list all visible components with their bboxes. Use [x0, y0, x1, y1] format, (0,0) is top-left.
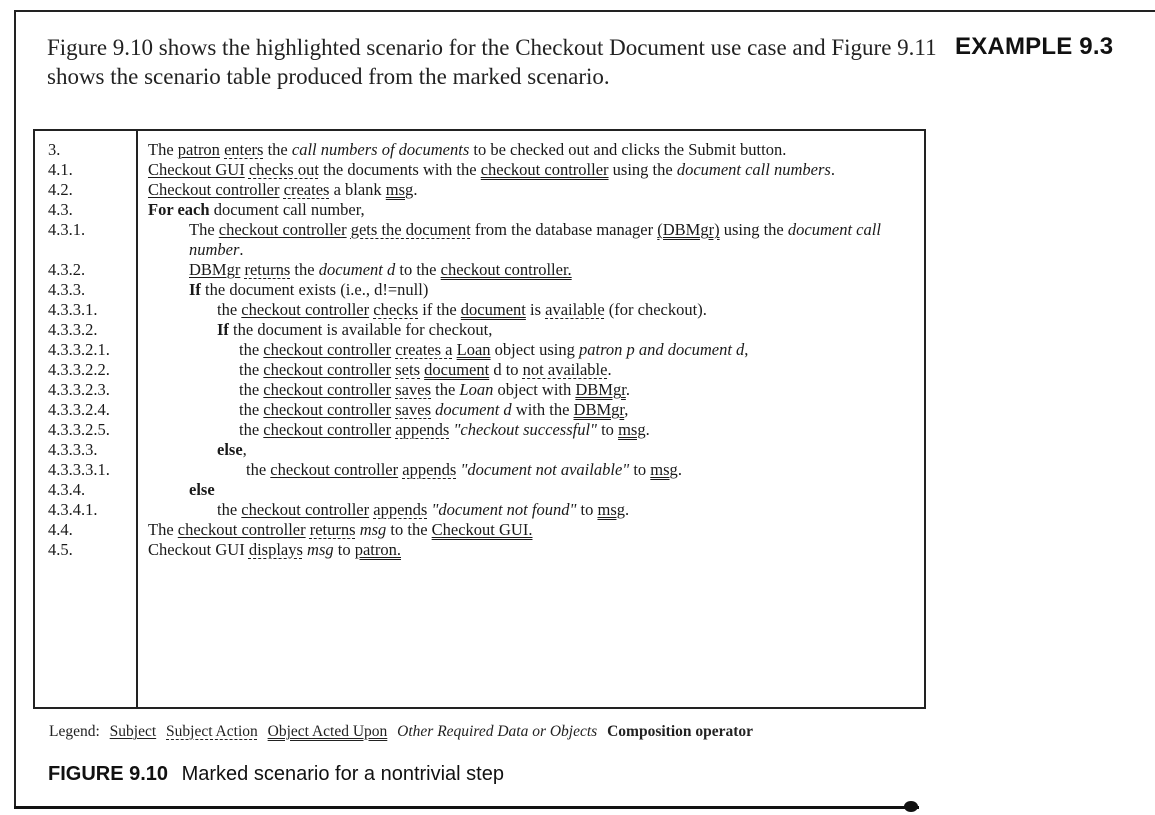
- step-segment: the: [290, 260, 319, 279]
- step-segment: to: [333, 540, 355, 559]
- step-segment: appends: [395, 420, 450, 439]
- step-segment: is: [525, 300, 546, 319]
- step-segment: from the database manager: [470, 220, 658, 239]
- step-segment: using the: [719, 220, 788, 239]
- step-segment: using the: [608, 160, 677, 179]
- step-number: 4.2.: [48, 180, 73, 199]
- step-segment: DBMgr: [573, 400, 625, 419]
- step-segment: .: [625, 380, 630, 399]
- step-segment: to be checked out and clicks the Submit button.: [469, 140, 787, 159]
- scenario-row: [35, 520, 924, 540]
- step-segment: The: [148, 140, 178, 159]
- step-segment: object using: [490, 340, 579, 359]
- step-segment: For each: [148, 200, 210, 219]
- step-segment: Checkout GUI: [148, 160, 245, 179]
- step-segment: creates: [283, 180, 330, 199]
- scenario-row: [35, 220, 924, 260]
- step-text: [148, 300, 924, 320]
- scenario-row: [35, 160, 924, 180]
- step-text: [148, 320, 924, 340]
- step-text: [148, 520, 924, 540]
- step-text: [148, 140, 924, 160]
- step-segment: "document not available": [460, 460, 630, 479]
- step-segment: msg: [618, 420, 646, 439]
- step-segment: document d: [318, 260, 396, 279]
- step-segment: to: [629, 460, 651, 479]
- step-segment: msg: [385, 180, 414, 199]
- step-number: 4.4.: [48, 520, 73, 539]
- step-segment: appends: [402, 460, 457, 479]
- step-segment: the documents with the: [318, 160, 481, 179]
- step-text: [148, 280, 924, 300]
- step-segment: .: [677, 460, 682, 479]
- scenario-row: [35, 300, 924, 320]
- step-segment: Loan: [456, 340, 491, 359]
- step-segment: if the: [418, 300, 461, 319]
- step-segment: .: [645, 420, 650, 439]
- step-segment: checks: [373, 300, 419, 319]
- step-segment: saves: [395, 400, 431, 419]
- legend: [49, 723, 759, 741]
- scenario-row: [35, 480, 924, 500]
- step-segment: .: [607, 360, 612, 379]
- step-number: 4.3.3.: [48, 280, 86, 299]
- step-segment: the document exists (i.e., d!=null): [200, 280, 429, 299]
- step-segment: The: [189, 220, 219, 239]
- step-number: 4.3.3.2.2.: [48, 360, 110, 379]
- legend-object-acted-upon: Object Acted Upon: [267, 723, 388, 740]
- scenario-row: [35, 500, 924, 520]
- step-segment: d to: [489, 360, 523, 379]
- figure-caption-text: Marked scenario for a nontrivial step: [181, 763, 504, 785]
- step-text: [148, 460, 924, 480]
- scenario-row: [35, 540, 924, 560]
- step-number: 4.3.3.3.1.: [48, 460, 110, 479]
- step-segment: document call number,: [209, 200, 365, 219]
- scenario-row: [35, 340, 924, 360]
- step-text: [148, 260, 924, 280]
- figure-label: FIGURE 9.10: [48, 763, 169, 785]
- step-segment: the: [239, 420, 264, 439]
- step-segment: document: [424, 360, 490, 379]
- step-segment: sets: [395, 360, 420, 379]
- figure-caption: [48, 763, 504, 786]
- step-segment: checkout controller: [241, 500, 370, 519]
- scenario-row: [35, 460, 924, 480]
- intro-paragraph: Figure 9.10 shows the highlighted scenario for the Checkout Document use case and Figure 9.11 shows the scenario table produced from the marked scenario.: [47, 35, 937, 89]
- step-segment: ,: [744, 340, 749, 359]
- step-number: 4.3.2.: [48, 260, 86, 279]
- step-number: 4.3.3.2.4.: [48, 400, 110, 419]
- step-number: 4.3.4.: [48, 480, 86, 499]
- step-segment: available: [545, 300, 605, 319]
- step-segment: else: [217, 440, 243, 459]
- step-segment: .: [413, 180, 418, 199]
- step-segment: gets the document: [350, 220, 471, 239]
- step-segment: to: [596, 420, 619, 439]
- step-segment: Checkout GUI.: [431, 520, 533, 539]
- step-segment: patron: [177, 140, 220, 159]
- step-segment: If: [217, 320, 229, 339]
- step-segment: the: [239, 340, 264, 359]
- step-segment: the: [263, 140, 292, 159]
- step-text: [148, 400, 924, 420]
- legend-subject-action: Subject Action: [166, 723, 258, 740]
- step-text: [148, 540, 924, 560]
- step-segment: .: [830, 160, 835, 179]
- scenario-row: [35, 260, 924, 280]
- step-segment: with the: [511, 400, 574, 419]
- step-segment: The: [148, 520, 178, 539]
- step-segment: checkout controller: [177, 520, 306, 539]
- page-bottom-mark: [904, 801, 918, 812]
- step-segment: msg: [359, 520, 387, 539]
- step-segment: the document is available for checkout,: [228, 320, 493, 339]
- step-text: [148, 380, 924, 400]
- step-number: 4.1.: [48, 160, 73, 179]
- legend-prefix: Legend:: [49, 723, 100, 740]
- scenario-row: [35, 400, 924, 420]
- step-segment: (DBMgr): [657, 220, 720, 239]
- step-text: [148, 480, 924, 500]
- step-segment: checkout controller: [263, 360, 392, 379]
- scenario-row: [35, 440, 924, 460]
- step-segment: to: [576, 500, 598, 519]
- legend-required-data: Other Required Data or Objects: [397, 723, 598, 740]
- step-segment: checkout controller: [241, 300, 370, 319]
- step-segment: the: [239, 360, 264, 379]
- step-segment: ,: [242, 440, 247, 459]
- step-text: [148, 500, 924, 520]
- step-number: 4.3.4.1.: [48, 500, 98, 519]
- step-number: 4.3.1.: [48, 220, 86, 239]
- step-segment: creates a: [395, 340, 453, 359]
- step-text: [148, 360, 924, 380]
- step-segment: document d: [435, 400, 512, 419]
- scenario-table: [33, 129, 926, 709]
- scenario-row: [35, 280, 924, 300]
- step-text: [148, 220, 924, 260]
- scenario-row: [35, 320, 924, 340]
- step-text: [148, 440, 924, 460]
- step-segment: checkout controller: [263, 420, 392, 439]
- step-text: [148, 160, 924, 180]
- step-segment: the: [217, 500, 242, 519]
- step-segment: msg: [650, 460, 678, 479]
- step-segment: checkout controller.: [440, 260, 572, 279]
- step-number: 4.5.: [48, 540, 73, 559]
- step-segment: "document not found": [431, 500, 577, 519]
- step-number: 4.3.3.2.: [48, 320, 98, 339]
- step-segment: the: [239, 400, 264, 419]
- step-segment: DBMgr: [189, 260, 241, 279]
- step-segment: the: [246, 460, 271, 479]
- step-segment: If: [189, 280, 201, 299]
- step-segment: "checkout successful": [453, 420, 597, 439]
- step-text: [148, 340, 924, 360]
- step-segment: else: [189, 480, 215, 499]
- step-segment: Checkout GUI: [148, 540, 249, 559]
- step-segment: checkout controller: [480, 160, 609, 179]
- step-segment: ,: [624, 400, 629, 419]
- legend-composition-operator: Composition operator: [607, 723, 754, 740]
- scenario-row: [35, 200, 924, 220]
- step-segment: object with: [493, 380, 576, 399]
- step-segment: (for checkout).: [604, 300, 707, 319]
- scenario-row: [35, 420, 924, 440]
- step-segment: saves: [395, 380, 431, 399]
- step-segment: document: [460, 300, 526, 319]
- step-segment: the: [217, 300, 242, 319]
- step-segment: a blank: [329, 180, 386, 199]
- step-segment: checks out: [248, 160, 319, 179]
- step-segment: returns: [244, 260, 291, 279]
- scenario-rows: [35, 140, 924, 560]
- step-segment: enters: [224, 140, 264, 159]
- step-segment: DBMgr: [575, 380, 626, 399]
- scenario-row: [35, 180, 924, 200]
- step-segment: patron.: [354, 540, 402, 559]
- step-number: 4.3.3.1.: [48, 300, 98, 319]
- step-segment: msg: [307, 540, 334, 559]
- page-bottom-rule: [14, 806, 919, 809]
- step-segment: to the: [386, 520, 432, 539]
- step-number: 4.3.: [48, 200, 73, 219]
- step-text: [148, 420, 924, 440]
- step-segment: patron p and document d: [578, 340, 745, 359]
- step-segment: checkout controller: [263, 380, 392, 399]
- step-segment: .: [239, 240, 244, 259]
- step-segment: call numbers of documents: [291, 140, 470, 159]
- step-number: 3.: [48, 140, 61, 159]
- step-segment: checkout controller: [263, 340, 392, 359]
- scenario-row: [35, 360, 924, 380]
- step-text: [148, 200, 924, 220]
- step-segment: .: [625, 500, 630, 519]
- step-segment: checkout controller: [270, 460, 399, 479]
- step-segment: document call numbers: [676, 160, 831, 179]
- step-number: 4.3.3.3.: [48, 440, 98, 459]
- scenario-row: [35, 140, 924, 160]
- step-segment: Checkout controller: [148, 180, 280, 199]
- step-number: 4.3.3.2.5.: [48, 420, 110, 439]
- step-segment: msg: [597, 500, 625, 519]
- step-segment: not available: [522, 360, 608, 379]
- step-segment: returns: [309, 520, 356, 539]
- step-segment: the: [431, 380, 460, 399]
- scenario-row: [35, 380, 924, 400]
- step-segment: checkout controller: [218, 220, 347, 239]
- step-number: 4.3.3.2.1.: [48, 340, 110, 359]
- step-segment: Loan: [459, 380, 494, 399]
- step-segment: displays: [248, 540, 303, 559]
- step-segment: checkout controller: [263, 400, 392, 419]
- example-tag: EXAMPLE 9.3: [955, 33, 1114, 60]
- step-number: 4.3.3.2.3.: [48, 380, 110, 399]
- step-segment: the: [239, 380, 264, 399]
- step-segment: appends: [373, 500, 428, 519]
- step-text: [148, 180, 924, 200]
- legend-subject: Subject: [109, 723, 157, 740]
- step-segment: document call number: [189, 220, 881, 259]
- step-segment: to the: [395, 260, 441, 279]
